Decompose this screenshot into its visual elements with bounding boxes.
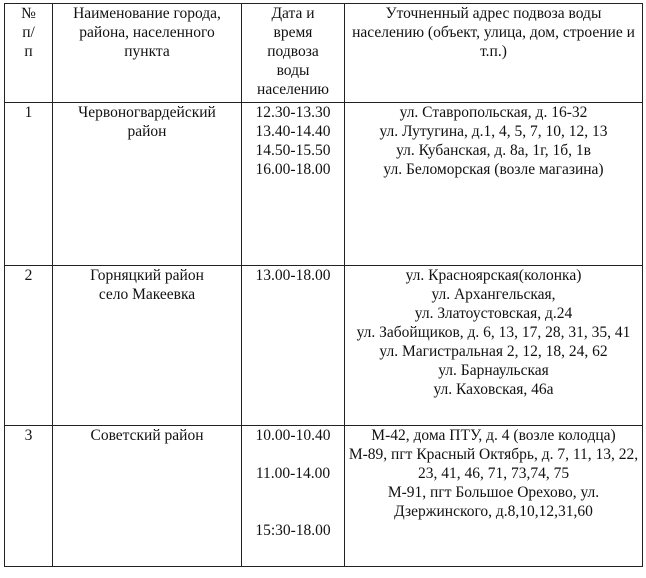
address-item: М-42, дома ПТУ, д. 4 (возле колодца) [371,427,616,444]
table-row [5,426,643,567]
row-num: 1 [5,103,53,266]
time-list [242,103,345,266]
address-list [345,426,643,567]
address-item: ул. Ставропольская, д. 16-32 [399,104,588,121]
time-slot: 13.40-14.40 [255,123,331,140]
header-row [5,4,643,103]
spacer [242,445,344,464]
address-item: ул. Магистральная 2, 12, 18, 24, 62 [379,343,608,360]
address-item: ул. Златоустовская, д.24 [414,305,573,322]
time-slot: 11.00-14.00 [255,465,331,482]
address-list [345,103,643,266]
time-slot: 14.50-15.50 [255,142,331,159]
row-num: 2 [5,266,53,426]
time-slot: 12.30-13.30 [255,104,331,121]
time-slot: 16.00-18.00 [255,161,331,178]
address-item: ул. Красноярская(колонка) [405,267,582,284]
table-row [5,103,643,266]
header-num: № п/п [5,4,53,103]
time-slot: 10.00-10.40 [255,427,331,444]
address-item: ул. Лутугина, д.1, 4, 5, 7, 10, 12, 13 [379,123,608,140]
time-list [242,266,345,426]
spacer [242,502,344,521]
address-item: ул. Архангельская, [431,286,556,303]
spacer [242,483,344,502]
time-list [242,426,345,567]
address-item: М-91, пгт Большое Орехово, ул. Дзержинского, д.8,10,12,31,60 [387,484,600,520]
header-address: Уточненный адрес подвоза воды населению (объект, улица, дом, строение и т.п.) [345,4,643,103]
header-name: Наименование города, района, населенного пункта [53,4,242,103]
address-item: ул. Забойщиков, д. 6, 13, 17, 28, 31, 35, 41 [356,324,631,341]
district-name: Горняцкий район село Макеевка [53,266,242,426]
time-slot: 15:30-18.00 [255,522,331,539]
address-item: ул. Кубанская, д. 8а, 1г, 1б, 1в [396,142,591,159]
water-delivery-table [4,3,643,567]
address-list [345,266,643,426]
row-num: 3 [5,426,53,567]
header-datetime: Дата и время подвоза воды населению [242,4,345,103]
district-name: Червоногвардейский район [53,103,242,266]
address-item: ул. Барнаульская [438,362,549,379]
table-row [5,266,643,426]
time-slot: 13.00-18.00 [255,267,331,284]
address-item: ул. Каховская, 46а [433,381,554,398]
address-item: ул. Беломорская (возле магазина) [383,161,604,178]
district-name: Советский район [53,426,242,567]
address-item: М-89, пгт Красный Октябрь, д. 7, 11, 13, 22, 23, 41, 46, 71, 73,74, 75 [348,446,639,482]
